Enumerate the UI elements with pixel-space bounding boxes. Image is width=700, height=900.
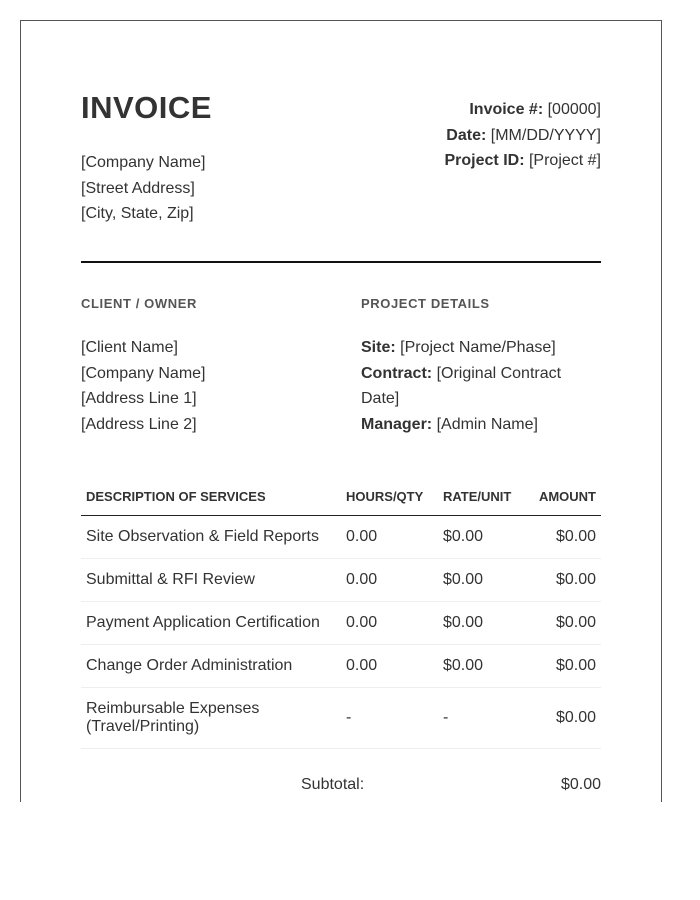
project-contract-line [361,361,601,412]
table-row [81,645,601,688]
invoice-title: INVOICE [81,90,212,125]
table-row [81,688,601,749]
invoice-date-line [445,123,602,149]
subtotal-row [81,776,601,806]
service-amount: $0.00 [526,688,601,749]
client-lines [81,335,361,437]
manager-label: Manager: [361,415,433,433]
service-qty: 0.00 [341,645,438,688]
invoice-number-label: Invoice #: [469,101,544,118]
project-manager-line [361,412,601,438]
invoice-page [20,20,662,802]
rate-column-header: RATE/UNIT [438,489,526,516]
client-heading: CLIENT / OWNER [81,296,198,311]
service-qty: 0.00 [341,602,438,645]
invoice-date-label: Date: [446,126,487,144]
invoice-meta [445,97,602,174]
service-description: Change Order Administration [81,645,341,688]
street-address: [Street Address] [81,179,195,197]
service-description: Site Observation & Field Reports [81,516,341,559]
service-qty: 0.00 [341,516,438,559]
description-column-header: DESCRIPTION OF SERVICES [81,489,341,516]
invoice-header [81,89,601,261]
service-description: Reimbursable Expenses (Travel/Printing) [81,688,341,749]
client-name: [Client Name] [81,339,178,356]
client-section [81,295,361,437]
company-name: [Company Name] [81,154,206,171]
city-state-zip: [City, State, Zip] [81,205,194,222]
table-row [81,516,601,559]
table-row [81,559,601,602]
subtotal-value: $0.00 [560,776,601,793]
subtotal-label: Subtotal: [301,776,365,793]
service-description: Submittal & RFI Review [81,559,341,602]
project-id-label: Project ID: [444,152,525,169]
service-qty: - [341,688,438,749]
company-address [81,150,212,227]
project-id-value: [Project #] [528,152,601,169]
service-description: Payment Application Certification [81,602,341,645]
service-rate: $0.00 [438,645,526,688]
service-rate: $0.00 [438,602,526,645]
contract-value: [Original Contract Date] [361,364,562,407]
invoice-number-value: [00000] [547,101,601,118]
site-value: [Project Name/Phase] [400,339,556,356]
invoice-content [81,89,601,806]
manager-value: [Admin Name] [436,415,538,433]
client-address-line-2: [Address Line 2] [81,415,197,433]
service-amount: $0.00 [526,516,601,559]
issuer-block [81,89,212,227]
client-company-name: [Company Name] [81,364,206,382]
client-address-line-1: [Address Line 1] [81,390,197,407]
project-id-line [445,148,602,174]
project-section [361,295,601,437]
invoice-number-line [445,97,602,123]
hours-column-header: HOURS/QTY [341,489,438,516]
project-site-line [361,335,601,361]
invoice-date-value: [MM/DD/YYYY] [490,126,601,144]
service-amount: $0.00 [526,645,601,688]
services-table [81,489,601,749]
services-header-row [81,489,601,516]
service-amount: $0.00 [526,559,601,602]
service-rate: $0.00 [438,516,526,559]
site-label: Site: [361,339,396,356]
project-lines [361,335,601,437]
service-amount: $0.00 [526,602,601,645]
header-divider [81,261,601,263]
amount-column-header: AMOUNT [526,489,601,516]
table-row [81,602,601,645]
service-rate: - [438,688,526,749]
info-section [81,295,601,437]
service-qty: 0.00 [341,559,438,602]
contract-label: Contract: [361,364,433,382]
service-rate: $0.00 [438,559,526,602]
project-heading: PROJECT DETAILS [361,296,490,311]
